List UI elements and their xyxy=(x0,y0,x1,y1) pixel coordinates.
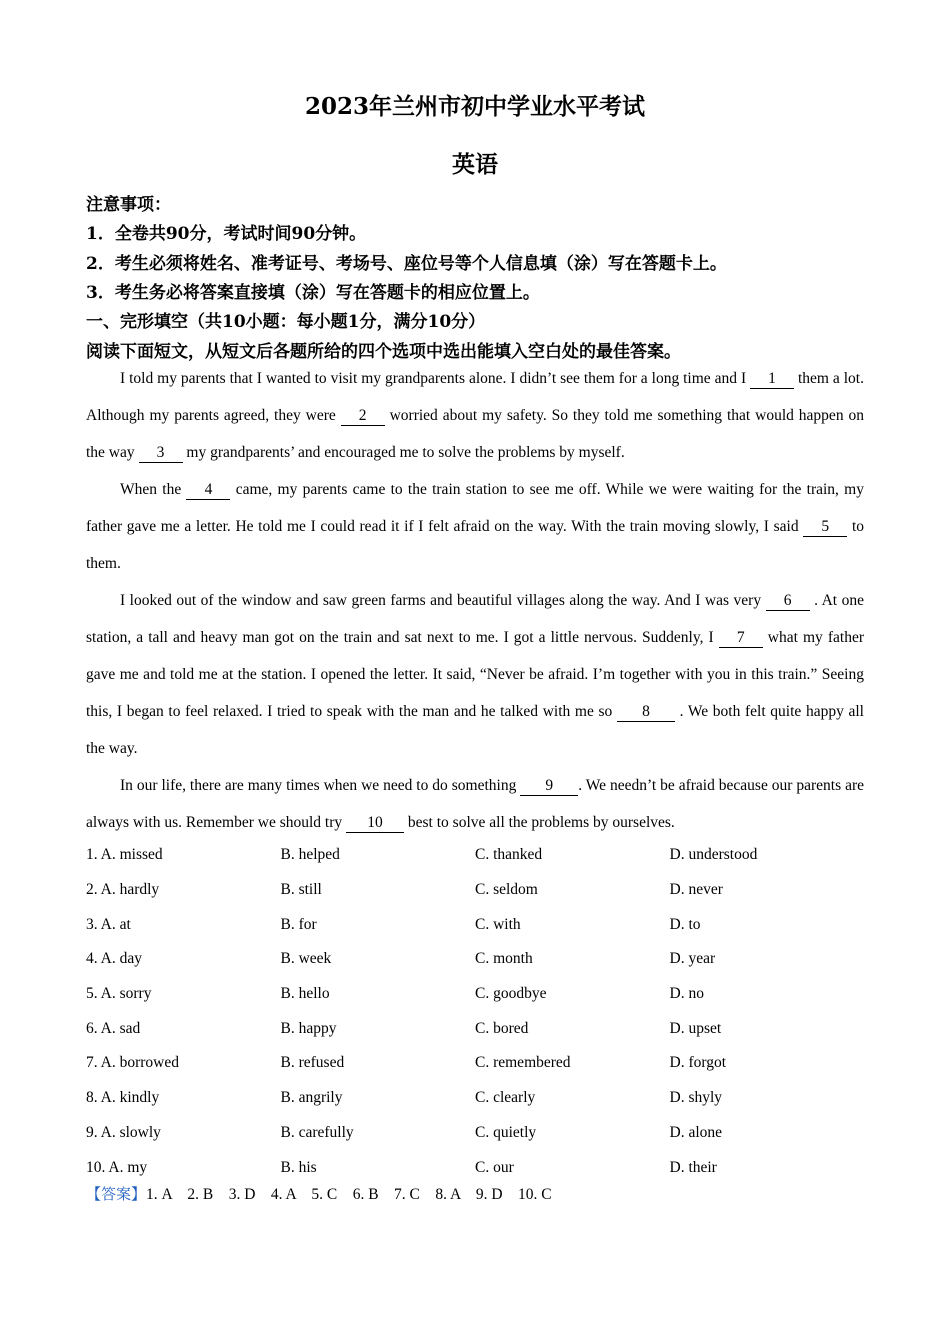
option-row xyxy=(86,977,886,1012)
option-c: C. month xyxy=(475,950,533,968)
answer-label: 【答案】 xyxy=(86,1185,147,1203)
blank-1: 1 xyxy=(750,370,794,389)
blank-9: 9 xyxy=(520,777,578,796)
option-row xyxy=(86,1081,886,1116)
section-title: 一、完形填空（共10小题：每小题1分，满分10分） xyxy=(86,312,486,332)
passage-text: what my father gave me and told me at the station. I opened the letter. It said, “Never be afraid. I’m together with you in this train.” Seeing this, I began to feel relaxed. I tried to speak with the man and he talked with me so xyxy=(86,629,864,720)
option-c: C. remembered xyxy=(475,1054,571,1072)
option-c: C. bored xyxy=(475,1019,529,1037)
passage-paragraph-3 xyxy=(86,582,864,767)
answer-text: 1. A 2. B 3. D 4. A 5. C 6. B 7. C 8. A 9. D 10. C xyxy=(146,1186,552,1203)
option-d: D. shyly xyxy=(669,1089,723,1107)
blank-7: 7 xyxy=(719,629,763,648)
option-c: C. with xyxy=(475,915,521,933)
option-d: D. understood xyxy=(669,846,758,864)
option-d: D. to xyxy=(669,915,701,933)
passage-text: . At one station, a tall and heavy man got on the train and sat next to me. I got a little nervous. Suddenly, I xyxy=(86,592,864,646)
option-row xyxy=(86,838,886,873)
passage-text: I told my parents that I wanted to visit my grandparents alone. I didn’t see them for a long time and I xyxy=(120,370,751,387)
option-a: 4. A. day xyxy=(86,950,142,968)
passage-text: . We both felt quite happy all the way. xyxy=(86,703,864,757)
passage-paragraph-2 xyxy=(86,471,864,582)
option-d: D. forgot xyxy=(669,1054,727,1072)
option-c: C. seldom xyxy=(475,881,538,899)
option-b: B. his xyxy=(280,1158,317,1176)
passage-text: In our life, there are many times when we need to do something xyxy=(120,777,521,794)
option-row xyxy=(86,1116,886,1151)
option-row xyxy=(86,873,886,908)
option-a: 3. A. at xyxy=(86,915,131,933)
option-d: D. their xyxy=(669,1158,717,1176)
note-item-3: 3．考生务必将答案直接填（涂）写在答题卡的相应位置上。 xyxy=(86,283,540,303)
option-row xyxy=(86,907,886,942)
option-a: 10. A. my xyxy=(86,1158,148,1176)
option-c: C. goodbye xyxy=(475,985,547,1003)
subject-title: 英语 xyxy=(452,151,498,178)
passage-text: came, my parents came to the train station to see me off. While we were waiting for the train, my father gave me a letter. He told me I could read it if I felt afraid on the way. With the train moving slowly, I said xyxy=(86,481,864,535)
option-b: B. refused xyxy=(280,1054,345,1072)
option-b: B. helped xyxy=(280,846,340,864)
option-a: 8. A. kindly xyxy=(86,1089,160,1107)
option-b: B. angrily xyxy=(280,1089,343,1107)
option-d: D. upset xyxy=(669,1019,722,1037)
option-b: B. week xyxy=(280,950,332,968)
option-b: B. hello xyxy=(280,985,330,1003)
blank-6: 6 xyxy=(766,592,810,611)
option-row xyxy=(86,1150,886,1185)
option-c: C. our xyxy=(475,1158,514,1176)
notes-heading: 注意事项： xyxy=(86,195,171,215)
cloze-passage xyxy=(86,360,864,841)
option-b: B. for xyxy=(280,915,317,933)
blank-10: 10 xyxy=(346,814,404,833)
option-a: 2. A. hardly xyxy=(86,881,160,899)
option-a: 1. A. missed xyxy=(86,846,163,864)
option-b: B. happy xyxy=(280,1019,337,1037)
option-d: D. never xyxy=(669,881,723,899)
answer-key xyxy=(86,1183,552,1204)
option-a: 9. A. slowly xyxy=(86,1123,161,1141)
passage-text: best to solve all the problems by ourselves. xyxy=(404,814,675,831)
section-instruction: 阅读下面短文，从短文后各题所给的四个选项中选出能填入空白处的最佳答案。 xyxy=(86,342,681,362)
note-item-1: 1．全卷共90分，考试时间90分钟。 xyxy=(86,224,367,244)
option-row xyxy=(86,1046,886,1081)
option-d: D. no xyxy=(669,985,704,1003)
passage-text: worried about my safety. So they told me something that would happen on the way xyxy=(86,407,864,461)
option-c: C. clearly xyxy=(475,1089,536,1107)
option-a: 6. A. sad xyxy=(86,1019,141,1037)
passage-text: them a lot. Although my parents agreed, they were xyxy=(86,370,864,424)
option-row xyxy=(86,1011,886,1046)
passage-text: . We needn’t be afraid because our parents are always with us. Remember we should try xyxy=(86,777,864,831)
option-row xyxy=(86,942,886,977)
blank-5: 5 xyxy=(803,518,847,537)
passage-text: my grandparents’ and encouraged me to solve the problems by myself. xyxy=(182,444,625,461)
option-d: D. year xyxy=(669,950,716,968)
passage-text: to them. xyxy=(86,518,864,572)
option-c: C. thanked xyxy=(475,846,543,864)
blank-2: 2 xyxy=(341,407,385,426)
blank-4: 4 xyxy=(186,481,230,500)
option-b: B. still xyxy=(280,881,322,899)
option-a: 7. A. borrowed xyxy=(86,1054,179,1072)
option-d: D. alone xyxy=(669,1123,723,1141)
blank-8: 8 xyxy=(617,703,675,722)
passage-text: When the xyxy=(120,481,187,498)
option-b: B. carefully xyxy=(280,1123,354,1141)
passage-text: I looked out of the window and saw green farms and beautiful villages along the way. And I was very xyxy=(120,592,766,609)
exam-title: 2023年兰州市初中学业水平考试 xyxy=(304,93,645,120)
option-c: C. quietly xyxy=(475,1123,537,1141)
passage-paragraph-4 xyxy=(86,767,864,841)
options-table xyxy=(86,838,886,1185)
passage-paragraph-1 xyxy=(86,360,864,471)
note-item-2: 2．考生必须将姓名、准考证号、考场号、座位号等个人信息填（涂）写在答题卡上。 xyxy=(86,254,727,274)
option-a: 5. A. sorry xyxy=(86,985,152,1003)
blank-3: 3 xyxy=(139,444,183,463)
